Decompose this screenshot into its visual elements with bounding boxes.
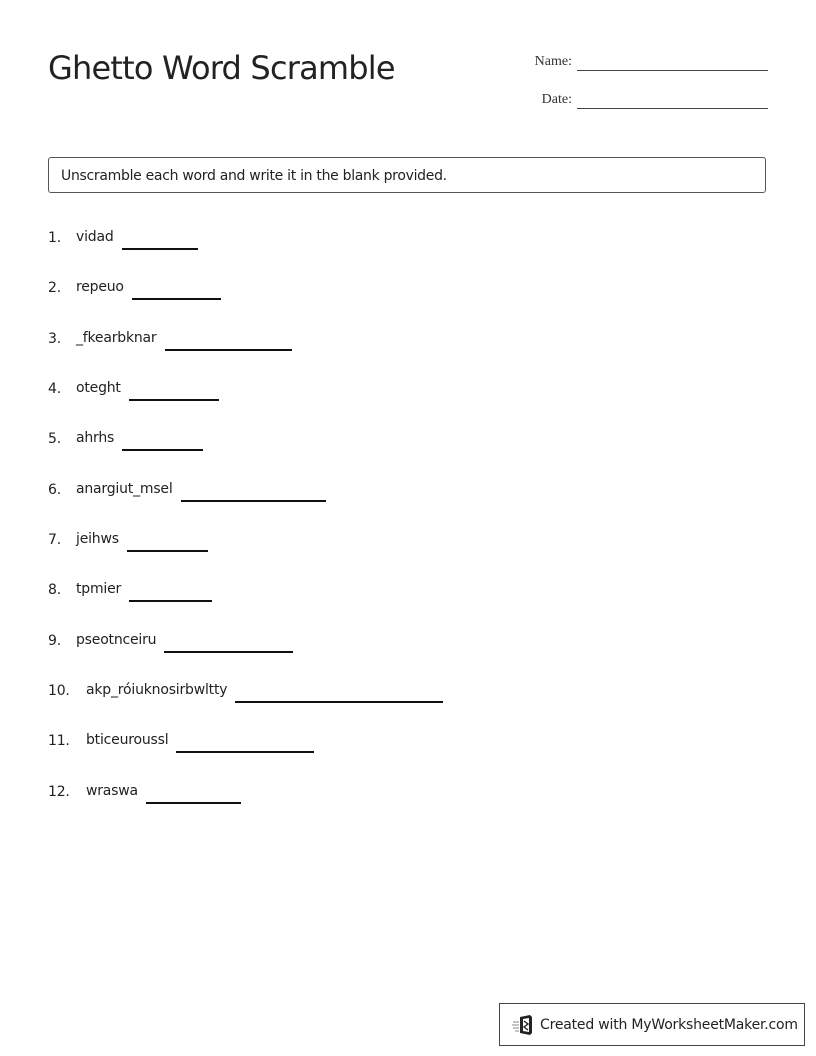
scrambled-word: _fkearbknar xyxy=(76,330,157,346)
name-blank-line xyxy=(577,50,768,71)
question-item xyxy=(48,478,326,498)
question-item xyxy=(48,276,221,296)
question-number: 5. xyxy=(48,431,61,447)
question-number: 6. xyxy=(48,482,61,498)
question-number: 11. xyxy=(48,733,70,749)
scrambled-word: vidad xyxy=(76,229,114,245)
instructions-box: Unscramble each word and write it in the blank provided. xyxy=(48,157,766,193)
question-item xyxy=(48,578,212,598)
question-number: 8. xyxy=(48,582,61,598)
answer-blank[interactable] xyxy=(146,790,241,804)
answer-blank[interactable] xyxy=(176,739,314,753)
question-item xyxy=(48,528,208,548)
question-number: 12. xyxy=(48,784,70,800)
worksheet-title: Ghetto Word Scramble xyxy=(48,49,395,87)
answer-blank[interactable] xyxy=(122,236,198,250)
scrambled-word: anargiut_msel xyxy=(76,481,173,497)
question-number: 9. xyxy=(48,633,61,649)
answer-blank[interactable] xyxy=(129,588,212,602)
answer-blank[interactable] xyxy=(181,488,326,502)
worksheet-logo-icon xyxy=(512,1014,534,1036)
scrambled-word: bticeuroussl xyxy=(86,732,169,748)
question-item xyxy=(48,780,241,800)
answer-blank[interactable] xyxy=(122,437,203,451)
answer-blank[interactable] xyxy=(235,689,443,703)
question-item xyxy=(48,629,293,649)
scrambled-word: ahrhs xyxy=(76,430,115,446)
question-number: 1. xyxy=(48,230,61,246)
question-number: 2. xyxy=(48,280,61,296)
answer-blank[interactable] xyxy=(165,337,292,351)
question-item xyxy=(48,679,443,699)
question-item xyxy=(48,729,314,749)
footer-credit xyxy=(499,1003,805,1046)
scrambled-word: pseotnceiru xyxy=(76,632,157,648)
question-item xyxy=(48,226,198,246)
footer-text: Created with MyWorksheetMaker.com xyxy=(540,1016,798,1033)
question-number: 7. xyxy=(48,532,61,548)
scrambled-word: repeuo xyxy=(76,279,124,295)
question-item xyxy=(48,427,203,447)
answer-blank[interactable] xyxy=(129,387,219,401)
date-blank-line xyxy=(577,88,768,109)
date-field xyxy=(542,88,768,109)
scrambled-word: akp_róiuknosirbwltty xyxy=(86,682,228,698)
answer-blank[interactable] xyxy=(132,286,221,300)
question-number: 10. xyxy=(48,683,70,699)
scrambled-word: tpmier xyxy=(76,581,122,597)
name-label: Name: xyxy=(534,54,572,69)
question-item xyxy=(48,327,292,347)
question-item xyxy=(48,377,219,397)
answer-blank[interactable] xyxy=(164,639,293,653)
date-label: Date: xyxy=(541,92,572,107)
question-number: 3. xyxy=(48,331,61,347)
answer-blank[interactable] xyxy=(127,538,208,552)
name-field xyxy=(535,50,768,71)
question-number: 4. xyxy=(48,381,61,397)
scrambled-word: wraswa xyxy=(86,783,138,799)
scrambled-word: oteght xyxy=(76,380,121,396)
scrambled-word: jeihws xyxy=(76,531,119,547)
